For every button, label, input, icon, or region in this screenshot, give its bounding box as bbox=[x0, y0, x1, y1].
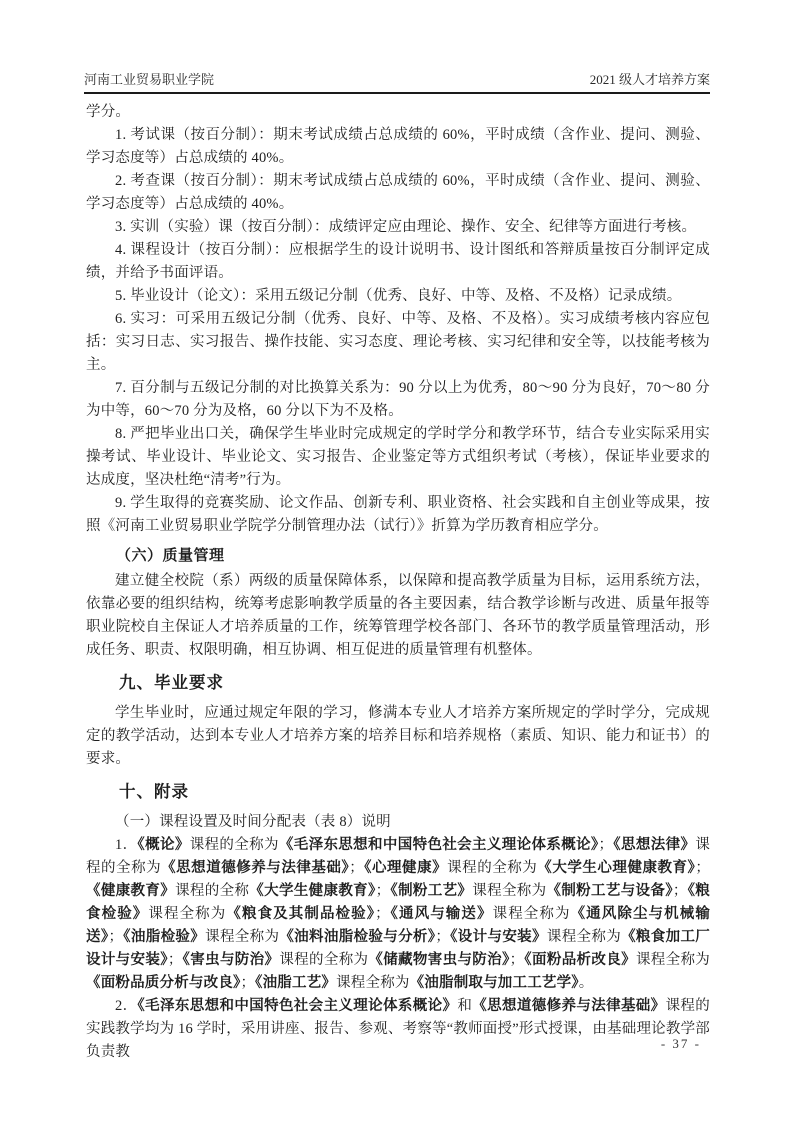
text-run: 1. 考试课（按百分制）：期末考试成绩占总成绩的 60%，平时成绩（含作业、提问、测验、学习态度等）占总成绩的 40%。 bbox=[86, 127, 710, 166]
section-heading bbox=[86, 778, 710, 805]
text-run: 课程全称为 bbox=[336, 975, 410, 991]
bold-text-run: 《油脂工艺》 bbox=[255, 975, 337, 991]
paragraph bbox=[86, 995, 710, 1064]
text-run: ； bbox=[435, 929, 451, 945]
bold-text-run: 《制粉工艺与设备》 bbox=[546, 883, 673, 899]
bold-text-run: 《面粉品析改良》 bbox=[524, 952, 636, 968]
bold-text-run: 《思想道德修养与法律基础》 bbox=[472, 998, 666, 1014]
paragraph bbox=[86, 239, 710, 285]
text-run: 课程全称为 bbox=[635, 952, 711, 968]
bold-text-run: 《油料油脂检验与分析》 bbox=[279, 929, 436, 945]
text-run: 。 bbox=[578, 975, 594, 991]
bold-text-run: 《设计与安装》 bbox=[450, 929, 547, 945]
text-run: 学生毕业时，应通过规定年限的学习，修满本专业人才培养方案所规定的学时学分，完成规定的教学活动，达到本专业人才培养方案的培养目标和培养规格（素质、知识、能力和证书）的要求。 bbox=[86, 705, 710, 767]
paragraph bbox=[86, 702, 710, 771]
text-run: 课程的全称为 bbox=[86, 837, 711, 876]
subsection-heading bbox=[86, 544, 710, 568]
header-school-name: 河南工业贸易职业学院 bbox=[84, 72, 215, 87]
bold-text-run: 《制粉工艺》 bbox=[390, 883, 473, 899]
text-run: 建立健全校院（系）两级的质量保障体系，以保障和提高教学质量为目标，运用系统方法，依靠必要的组织结构，统筹考虑影响教学质量的各主要因素，结合教学诊断与改进、质量年报等职业院校自主保证人才培养质量的工作，统筹管理学校各部门、各环节的教学质量管理活动，形成任务、职责、权限明确，相互协调、相互促进的质量管理有机整体。 bbox=[86, 573, 710, 658]
page-header bbox=[84, 71, 710, 94]
text-run: 十、附录 bbox=[119, 782, 189, 801]
text-run: 课程全称为 bbox=[546, 929, 622, 945]
bold-text-run: 《思想法律》 bbox=[613, 837, 696, 853]
text-run: 3. 实训（实验）课（按百分制）：成绩评定应由理论、操作、安全、纪律等方面进行考核。 bbox=[115, 219, 697, 235]
paragraph bbox=[86, 308, 710, 377]
text-run: ； bbox=[375, 883, 391, 899]
text-run: ； bbox=[672, 883, 688, 899]
text-run: 2. 考查课（按百分制）：期末考试成绩占总成绩的 60%，平时成绩（含作业、提问、测验、学习态度等）占总成绩的 40%。 bbox=[86, 173, 710, 212]
paragraph bbox=[86, 423, 710, 492]
bold-text-run: 《概论》 bbox=[137, 837, 190, 853]
paragraph bbox=[86, 124, 710, 170]
section-heading bbox=[86, 669, 710, 696]
text-run: 7. 百分制与五级记分制的对比换算关系为：90 分以上为优秀，80～90 分为良好，70～80 分为中等，60～70 分为及格，60 分以下为不及格。 bbox=[86, 380, 710, 419]
document-body bbox=[86, 101, 710, 1064]
bold-text-run: 《心理健康》 bbox=[363, 860, 448, 876]
paragraph bbox=[86, 285, 710, 308]
paragraph bbox=[86, 811, 710, 834]
bold-text-run: 《油脂检验》 bbox=[123, 929, 206, 945]
text-run: 和 bbox=[457, 998, 473, 1014]
bold-text-run: 《面粉品质分析与改良》 bbox=[86, 975, 241, 991]
text-run: 课程的全称为 bbox=[447, 860, 538, 876]
text-run: 课程的全称 bbox=[175, 883, 250, 899]
text-run: 学分。 bbox=[86, 104, 131, 120]
text-run: 8. 严把毕业出口关，确保学生毕业时完成规定的学时学分和教学环节，结合专业实际采用实操考试、毕业设计、毕业论文、实习报告、企业鉴定等方式组织考试（考核），保证毕业要求的达成度，坚决杜绝“清考”行为。 bbox=[86, 426, 710, 488]
paragraph bbox=[86, 377, 710, 423]
bold-text-run: 《大学生健康教育》 bbox=[249, 883, 376, 899]
text-run: 课程的全称为 bbox=[279, 952, 369, 968]
bold-text-run: 《毛泽东思想和中国特色社会主义理论体系概论》 bbox=[137, 998, 458, 1014]
bold-text-run: 《大学生心理健康教育》 bbox=[537, 860, 696, 876]
bold-text-run: 《通风除尘与机械输送》 bbox=[86, 906, 711, 945]
bold-text-run: 《粮食加工厂设计与安装》 bbox=[86, 929, 711, 968]
text-run: 课程全称为 bbox=[472, 883, 547, 899]
text-run: ； bbox=[598, 837, 614, 853]
paragraph bbox=[86, 570, 710, 662]
text-run: 课程的实践教学均为 16 学时，采用讲座、报告、参观、考察等“教师面授”形式授课，由基础理论教学部负责教 bbox=[86, 998, 711, 1060]
bold-text-run: 《通风与输送》 bbox=[389, 906, 493, 922]
text-run: 九、毕业要求 bbox=[119, 673, 224, 692]
text-run: 课程全称为 bbox=[205, 929, 280, 945]
text-run: （六）质量管理 bbox=[116, 548, 225, 564]
bold-text-run: 《粮食及其制品检验》 bbox=[226, 906, 376, 922]
text-run: 课程的全称为 bbox=[189, 837, 279, 853]
text-run: ； bbox=[108, 929, 124, 945]
text-run: 6. 实习：可采用五级记分制（优秀、良好、中等、及格、不及格）。实习成绩考核内容应包括：实习日志、实习报告、操作技能、实习态度、理论考核、实习纪律和安全等，以技能考核为主。 bbox=[86, 311, 710, 373]
text-run: ； bbox=[349, 860, 364, 876]
bold-text-run: 《健康教育》 bbox=[86, 883, 176, 899]
text-run: 课程全称为 bbox=[492, 906, 571, 922]
text-run: 1． bbox=[115, 837, 138, 853]
bold-text-run: 《思想道德修养与法律基础》 bbox=[161, 860, 350, 876]
text-run: ； bbox=[167, 952, 183, 968]
bold-text-run: 《毛泽东思想和中国特色社会主义理论体系概论》 bbox=[278, 837, 599, 853]
bold-text-run: 《油脂制取与加工工艺学》 bbox=[409, 975, 579, 991]
text-run: ； bbox=[375, 906, 390, 922]
text-run: ； bbox=[240, 975, 256, 991]
paragraph bbox=[86, 101, 710, 124]
paragraph bbox=[86, 492, 710, 538]
text-run: 2． bbox=[115, 998, 138, 1014]
text-run: 课程全称为 bbox=[148, 906, 227, 922]
page-number: - 37 - bbox=[660, 1036, 701, 1051]
header-doc-title: 2021 级人才培养方案 bbox=[589, 72, 710, 87]
text-run: 9. 学生取得的竞赛奖励、论文作品、创新专利、职业资格、社会实践和自主创业等成果，按照《河南工业贸易职业学院学分制管理办法（试行）》折算为学历教育相应学分。 bbox=[86, 495, 710, 534]
text-run: （一）课程设置及时间分配表（表 8）说明 bbox=[115, 814, 391, 830]
paragraph bbox=[86, 216, 710, 239]
text-run: 5. 毕业设计（论文）：采用五级记分制（优秀、良好、中等、及格、不及格）记录成绩。 bbox=[115, 288, 682, 304]
text-run: 4. 课程设计（按百分制）：应根据学生的设计说明书、设计图纸和答辩质量按百分制评定成绩，并给予书面评语。 bbox=[86, 242, 710, 281]
bold-text-run: 《储藏物害虫与防治》 bbox=[368, 952, 510, 968]
bold-text-run: 《粮食检验》 bbox=[86, 883, 710, 922]
bold-text-run: 《害虫与防治》 bbox=[182, 952, 280, 968]
text-run: ； bbox=[695, 860, 711, 876]
paragraph bbox=[86, 170, 710, 216]
paragraph bbox=[86, 834, 710, 995]
text-run: ； bbox=[509, 952, 525, 968]
